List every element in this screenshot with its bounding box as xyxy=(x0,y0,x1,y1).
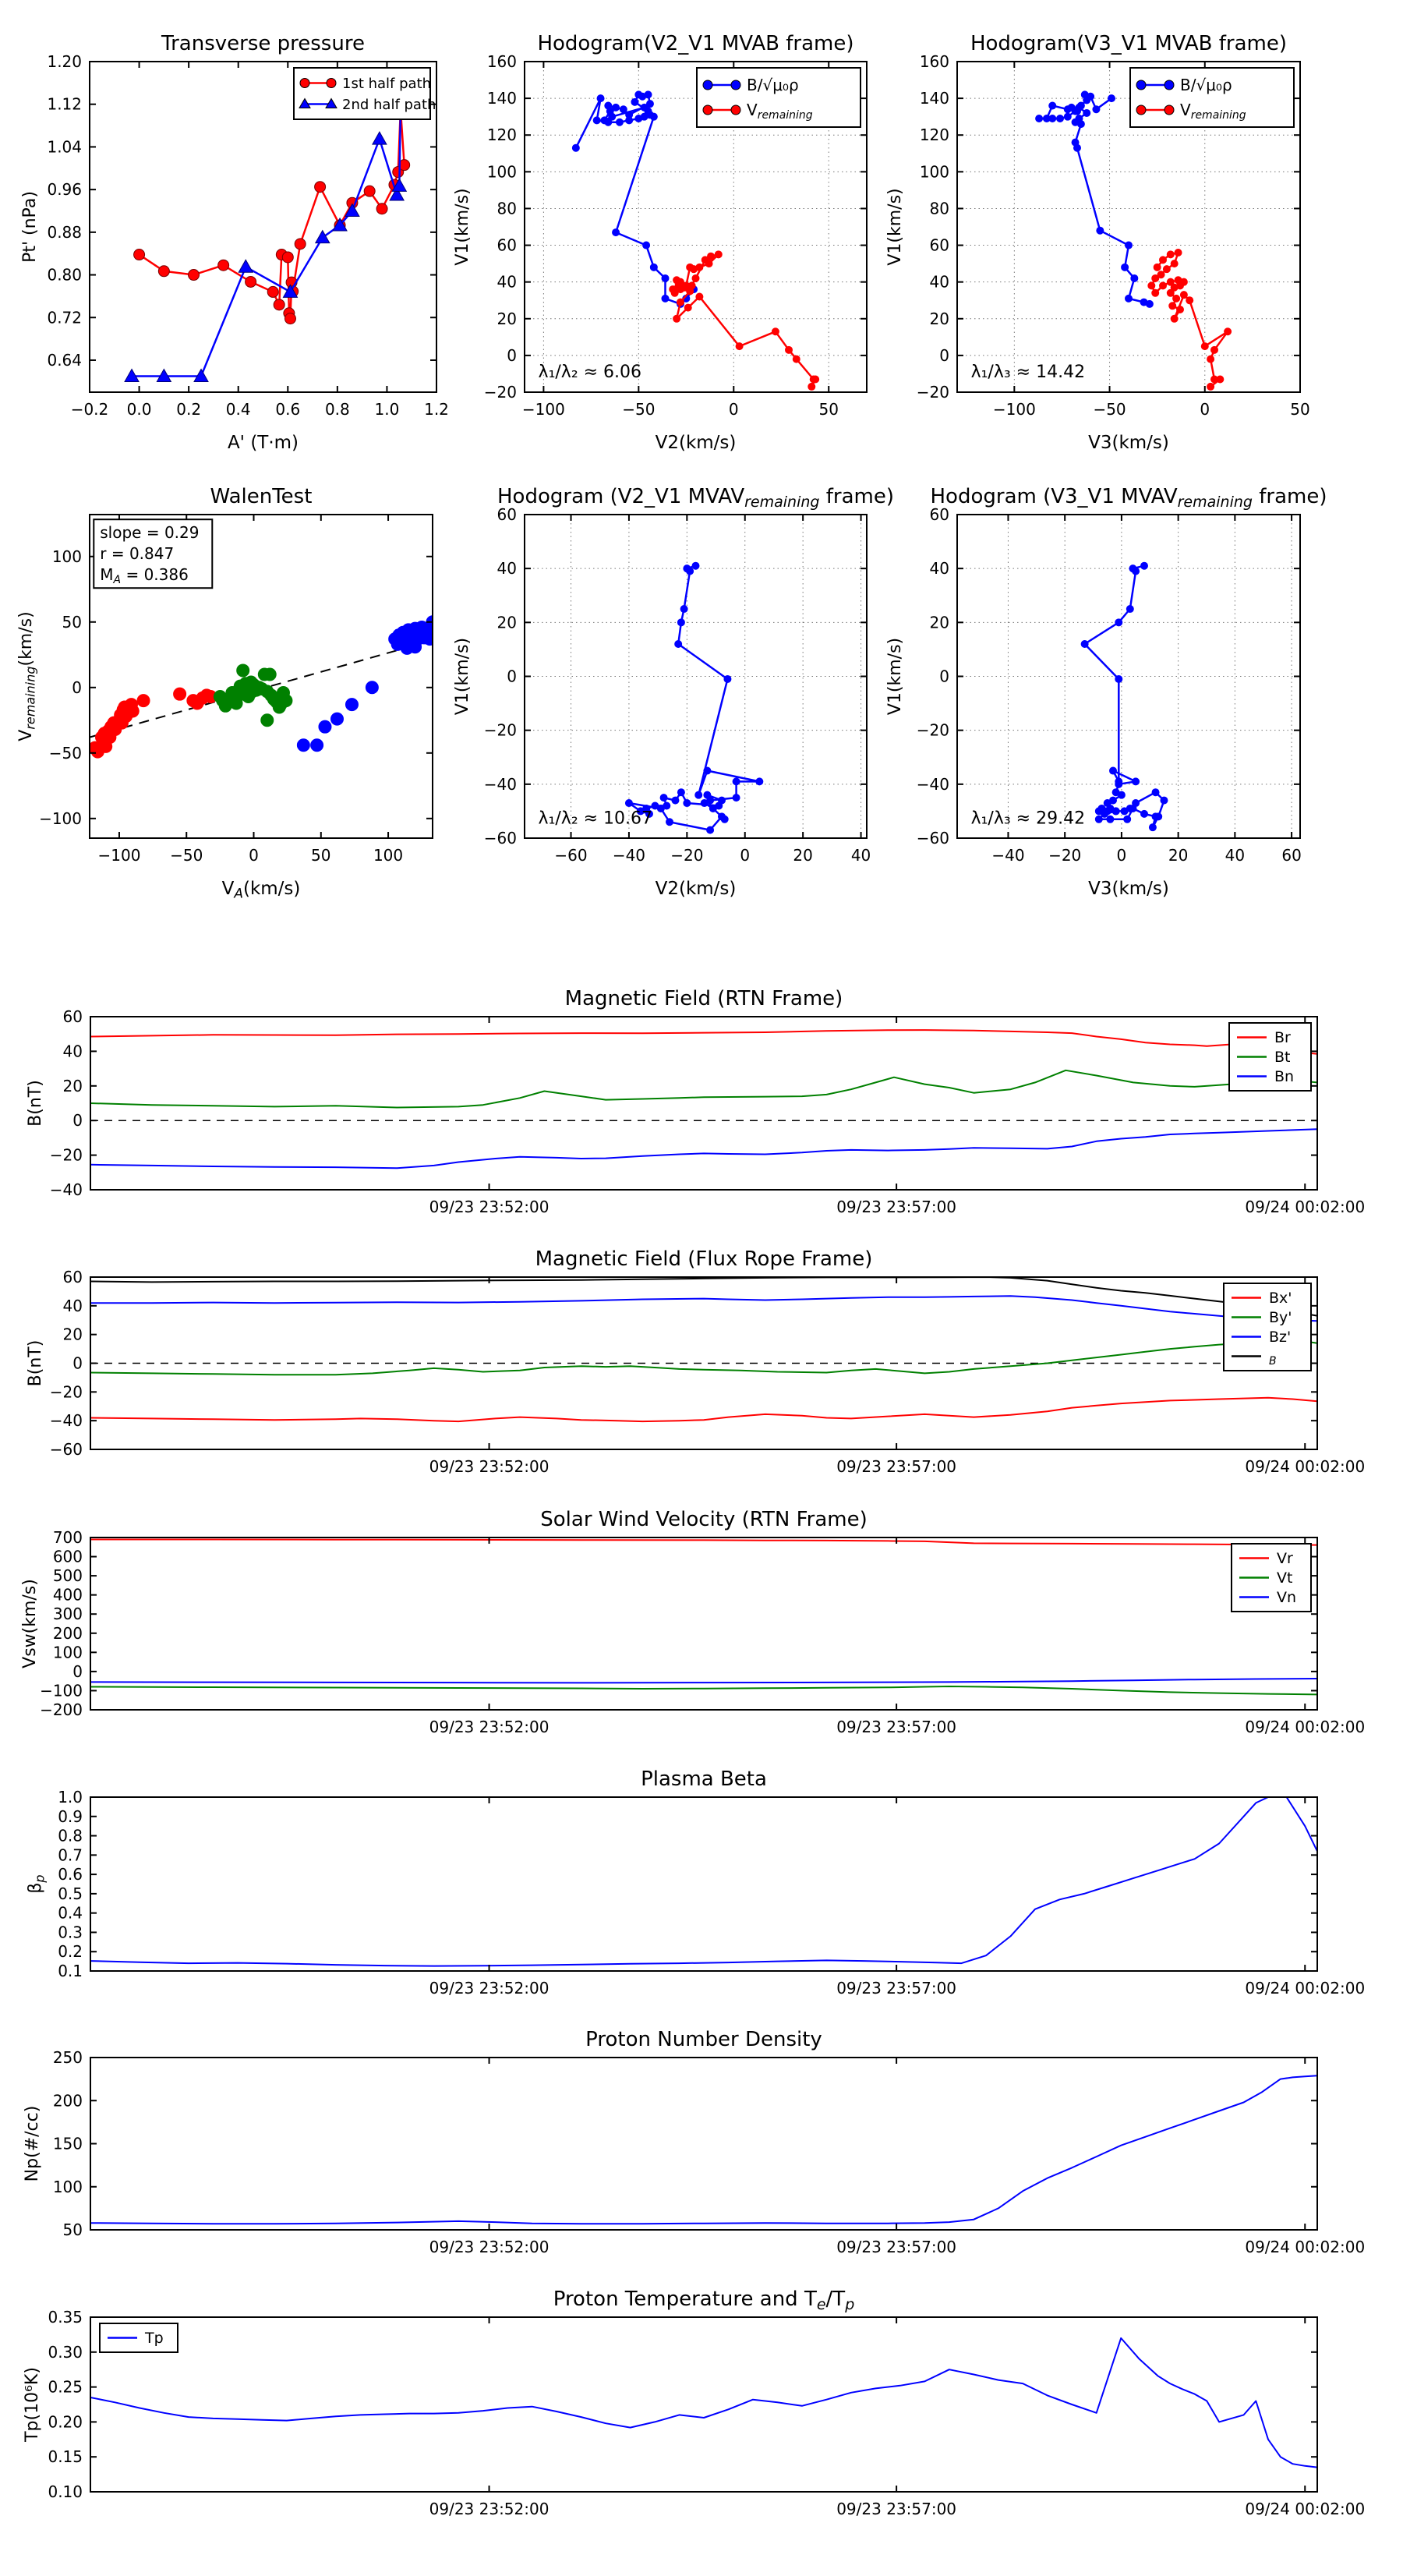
markers-V remaining path xyxy=(1081,562,1168,830)
svg-text:700: 700 xyxy=(52,1528,83,1547)
svg-text:100: 100 xyxy=(52,2177,83,2196)
svg-text:−100: −100 xyxy=(40,1681,83,1700)
series-Vt xyxy=(90,1686,1317,1694)
legend xyxy=(1229,1023,1311,1091)
svg-text:80: 80 xyxy=(929,199,949,218)
chart-plasma-beta xyxy=(26,1767,1365,1997)
svg-text:09/23 23:57:00: 09/23 23:57:00 xyxy=(836,1457,957,1476)
series-Bx' xyxy=(90,1398,1317,1421)
svg-text:1.2: 1.2 xyxy=(424,400,449,419)
svg-text:20: 20 xyxy=(62,1325,83,1344)
axes-frame xyxy=(90,1537,1317,1710)
svg-text:0: 0 xyxy=(507,345,517,365)
svg-text:0.8: 0.8 xyxy=(58,1826,83,1845)
svg-text:B(nT): B(nT) xyxy=(26,1339,45,1387)
svg-text:−200: −200 xyxy=(40,1700,83,1719)
markers-B/√μ₀ρ xyxy=(572,91,697,308)
svg-text:0.35: 0.35 xyxy=(48,2308,83,2327)
svg-text:0: 0 xyxy=(249,846,259,865)
svg-text:0.72: 0.72 xyxy=(47,308,82,327)
svg-text:V3(km/s): V3(km/s) xyxy=(1088,879,1169,899)
svg-text:0: 0 xyxy=(1200,400,1210,419)
svg-text:−60: −60 xyxy=(916,829,949,847)
svg-text:60: 60 xyxy=(497,235,517,255)
svg-text:50: 50 xyxy=(62,612,82,632)
chart-hodogram-v3v1-mvab xyxy=(885,32,1310,453)
svg-text:20: 20 xyxy=(929,309,949,328)
svg-text:0.25: 0.25 xyxy=(48,2377,83,2397)
svg-text:Vremaining: $V_{remaining}$ xyxy=(1180,101,1246,122)
svg-text:Hodogram (V2_V1 MVAVremaining: Hodogram (V2_V1 $MVAV_{remaining}$ frame) xyxy=(497,485,894,511)
svg-text:Vsw(km/s): Vsw(km/s) xyxy=(20,1579,40,1668)
svg-text:−20: −20 xyxy=(1048,846,1082,865)
svg-text:20: 20 xyxy=(497,613,517,632)
svg-text:−50: −50 xyxy=(622,400,656,419)
legend xyxy=(1224,1283,1311,1371)
svg-text:−20: −20 xyxy=(916,383,949,402)
svg-text:09/23 23:52:00: 09/23 23:52:00 xyxy=(429,1718,550,1736)
svg-text:09/24 00:02:00: 09/24 00:02:00 xyxy=(1245,1457,1366,1476)
svg-text:−60: −60 xyxy=(554,846,588,865)
svg-text:βp: $\beta_p$ xyxy=(26,1874,48,1894)
svg-text:09/24 00:02:00: 09/24 00:02:00 xyxy=(1245,1979,1366,1997)
svg-text:−50: −50 xyxy=(170,846,203,865)
series-|B| xyxy=(90,1277,1317,1316)
svg-text:300: 300 xyxy=(52,1605,83,1624)
svg-text:250: 250 xyxy=(52,2048,83,2067)
svg-text:09/24 00:02:00: 09/24 00:02:00 xyxy=(1245,2500,1366,2518)
svg-text:A' (T·m): A' (T·m) xyxy=(227,433,299,453)
svg-text:120: 120 xyxy=(486,126,517,145)
svg-text:−100: −100 xyxy=(97,846,141,865)
annotation xyxy=(971,363,1086,382)
svg-text:Hodogram(V2_V1 MVAB frame): Hodogram(V2_V1 MVAB frame) xyxy=(537,32,854,55)
svg-text:60: 60 xyxy=(1281,846,1302,865)
svg-text:−100: −100 xyxy=(521,400,565,419)
svg-text:120: 120 xyxy=(919,126,949,145)
svg-text:09/23 23:57:00: 09/23 23:57:00 xyxy=(836,2238,957,2256)
svg-text:Transverse pressure: Transverse pressure xyxy=(161,32,365,55)
svg-text:0.0: 0.0 xyxy=(126,400,152,419)
svg-text:0.7: 0.7 xyxy=(58,1845,83,1865)
svg-text:09/23 23:57:00: 09/23 23:57:00 xyxy=(836,2500,957,2518)
svg-text:140: 140 xyxy=(486,89,517,108)
svg-text:09/23 23:52:00: 09/23 23:52:00 xyxy=(429,1979,550,1997)
svg-text:0.4: 0.4 xyxy=(58,1903,83,1923)
svg-text:−40: −40 xyxy=(49,1411,83,1431)
svg-text:Magnetic Field (RTN Frame): Magnetic Field (RTN Frame) xyxy=(564,987,843,1010)
svg-text:40: 40 xyxy=(497,272,517,292)
svg-text:100: 100 xyxy=(919,162,949,182)
series-V remaining xyxy=(673,254,815,387)
legend xyxy=(1130,68,1294,127)
svg-text:B/√μ₀ρ: B/√μ₀ρ xyxy=(747,76,799,94)
svg-text:50: 50 xyxy=(311,846,331,865)
svg-text:−60: −60 xyxy=(483,829,517,847)
svg-text:0: 0 xyxy=(939,345,949,365)
series-Bn xyxy=(90,1129,1317,1168)
markers-middle xyxy=(214,664,292,727)
svg-text:λ₁/λ₃ ≈ 29.42: λ₁/λ₃ ≈ 29.42 xyxy=(970,809,1086,829)
svg-text:200: 200 xyxy=(52,2091,83,2111)
svg-text:160: 160 xyxy=(919,52,949,71)
svg-text:Bx': Bx' xyxy=(1269,1290,1292,1307)
chart-proton-number-density xyxy=(23,2028,1365,2256)
axes-frame xyxy=(90,2058,1317,2230)
annotation xyxy=(539,363,642,382)
svg-text:0.4: 0.4 xyxy=(225,400,251,419)
svg-text:40: 40 xyxy=(929,272,949,292)
markers-1st half path xyxy=(134,104,410,324)
svg-text:Solar Wind Velocity (RTN Frame: Solar Wind Velocity (RTN Frame) xyxy=(540,1508,868,1531)
markers-V remaining path xyxy=(625,562,762,833)
svg-text:0.64: 0.64 xyxy=(47,350,82,370)
svg-text:Bn: Bn xyxy=(1274,1068,1295,1086)
markers-V remaining xyxy=(1148,249,1232,390)
svg-text:Magnetic Field (Flux Rope Fram: Magnetic Field (Flux Rope Frame) xyxy=(535,1247,873,1271)
axes-frame xyxy=(90,2317,1317,2492)
svg-text:0: 0 xyxy=(72,678,82,697)
series-beta-p xyxy=(90,1797,1317,1966)
svg-text:1.0: 1.0 xyxy=(374,400,400,419)
series-Bz' xyxy=(90,1296,1317,1321)
svg-text:09/23 23:52:00: 09/23 23:52:00 xyxy=(429,1198,550,1216)
series-Br xyxy=(90,1030,1317,1054)
chart-walen-test xyxy=(16,485,439,902)
legend xyxy=(697,68,861,127)
svg-text:−40: −40 xyxy=(612,846,646,865)
svg-text:0.20: 0.20 xyxy=(48,2412,83,2432)
svg-text:λ₁/λ₂ ≈ 10.67: λ₁/λ₂ ≈ 10.67 xyxy=(538,809,653,829)
series-By' xyxy=(90,1339,1317,1375)
svg-text:V1(km/s): V1(km/s) xyxy=(453,637,472,716)
svg-text:Proton Number Density: Proton Number Density xyxy=(585,2028,822,2051)
svg-text:200: 200 xyxy=(52,1623,83,1643)
svg-text:40: 40 xyxy=(62,1296,83,1315)
markers-1st-half xyxy=(89,688,217,758)
svg-text:60: 60 xyxy=(62,1007,83,1026)
svg-text:0.6: 0.6 xyxy=(275,400,301,419)
svg-text:500: 500 xyxy=(52,1566,83,1586)
svg-text:20: 20 xyxy=(62,1076,83,1095)
svg-text:1.0: 1.0 xyxy=(58,1788,83,1806)
svg-text:20: 20 xyxy=(497,309,517,328)
svg-text:V2(km/s): V2(km/s) xyxy=(655,433,737,453)
svg-text:λ₁/λ₃ ≈ 14.42: λ₁/λ₃ ≈ 14.42 xyxy=(970,362,1086,382)
chart-hodogram-v2v1-mvav xyxy=(453,485,894,899)
svg-text:Vremaining(km/s): $V_{remaining}(km/s)$ xyxy=(16,611,38,741)
svg-text:V3(km/s): V3(km/s) xyxy=(1088,433,1169,453)
svg-text:V1(km/s): V1(km/s) xyxy=(885,637,905,716)
svg-text:160: 160 xyxy=(486,52,517,71)
svg-text:0: 0 xyxy=(72,1661,83,1681)
axes-frame xyxy=(90,1017,1317,1190)
svg-text:Vr: Vr xyxy=(1277,1550,1293,1568)
svg-text:−40: −40 xyxy=(991,846,1025,865)
svg-text:20: 20 xyxy=(793,846,813,865)
annotation xyxy=(94,519,212,588)
svg-text:0: 0 xyxy=(1116,846,1127,865)
svg-text:0: 0 xyxy=(740,846,751,865)
svg-text:Vt: Vt xyxy=(1277,1569,1293,1587)
series-Np xyxy=(90,2075,1317,2224)
svg-text:B: B xyxy=(1269,1354,1277,1368)
svg-text:Np(#/cc): Np(#/cc) xyxy=(23,2105,42,2182)
svg-text:0: 0 xyxy=(72,1353,83,1373)
svg-text:0.9: 0.9 xyxy=(58,1806,83,1826)
svg-text:1.12: 1.12 xyxy=(47,94,82,114)
svg-text:1st half path: 1st half path xyxy=(342,75,432,92)
svg-text:60: 60 xyxy=(497,505,517,524)
svg-text:100: 100 xyxy=(373,846,404,865)
svg-text:Tp: Tp xyxy=(145,2330,164,2348)
svg-text:60: 60 xyxy=(929,235,949,255)
svg-text:−20: −20 xyxy=(49,1145,83,1165)
svg-text:50: 50 xyxy=(62,2220,83,2239)
legend xyxy=(294,68,436,119)
svg-text:−100: −100 xyxy=(39,809,82,828)
svg-text:60: 60 xyxy=(62,1268,83,1286)
svg-text:0.2: 0.2 xyxy=(176,400,202,419)
svg-text:Hodogram(V3_V1 MVAB frame): Hodogram(V3_V1 MVAB frame) xyxy=(970,32,1288,55)
svg-text:0.15: 0.15 xyxy=(48,2447,83,2467)
svg-text:V2(km/s): V2(km/s) xyxy=(655,879,737,899)
svg-text:09/23 23:52:00: 09/23 23:52:00 xyxy=(429,2238,550,2256)
svg-text:09/23 23:57:00: 09/23 23:57:00 xyxy=(836,1979,957,1997)
chart-transverse-pressure xyxy=(20,32,449,453)
svg-text:−20: −20 xyxy=(916,720,949,740)
svg-text:−20: −20 xyxy=(49,1382,83,1402)
series-V remaining path xyxy=(629,566,759,830)
svg-text:0: 0 xyxy=(728,400,739,419)
svg-text:0.96: 0.96 xyxy=(47,180,82,200)
svg-text:140: 140 xyxy=(919,89,949,108)
svg-text:100: 100 xyxy=(486,162,517,182)
svg-text:0.80: 0.80 xyxy=(47,265,82,285)
svg-text:1.04: 1.04 xyxy=(47,137,82,157)
svg-text:09/24 00:02:00: 09/24 00:02:00 xyxy=(1245,2238,1366,2256)
svg-text:V1(km/s): V1(km/s) xyxy=(885,188,905,266)
svg-text:Br: Br xyxy=(1274,1029,1291,1047)
svg-text:40: 40 xyxy=(929,559,949,579)
svg-text:0.30: 0.30 xyxy=(48,2342,83,2362)
annotation xyxy=(539,809,653,828)
svg-text:Pt' (nPa): Pt' (nPa) xyxy=(20,191,40,263)
svg-text:−20: −20 xyxy=(483,383,517,402)
svg-text:−40: −40 xyxy=(916,774,949,794)
svg-text:Plasma Beta: Plasma Beta xyxy=(641,1767,767,1791)
chart-hodogram-v2v1-mvab xyxy=(453,32,867,453)
annotation xyxy=(971,809,1086,828)
svg-text:09/23 23:57:00: 09/23 23:57:00 xyxy=(836,1718,957,1736)
series-Bt xyxy=(90,1070,1317,1108)
series-B/√μ₀ρ xyxy=(576,94,694,304)
svg-text:B(nT): B(nT) xyxy=(26,1080,45,1127)
svg-text:1.20: 1.20 xyxy=(47,52,82,71)
chart-proton-temperature xyxy=(23,2288,1365,2518)
svg-text:V1(km/s): V1(km/s) xyxy=(453,188,472,266)
svg-text:60: 60 xyxy=(929,505,949,524)
series-Vr xyxy=(90,1540,1317,1545)
svg-text:20: 20 xyxy=(929,613,949,632)
svg-text:By': By' xyxy=(1269,1309,1292,1327)
markers-2nd-half xyxy=(297,616,439,752)
svg-text:150: 150 xyxy=(52,2134,83,2153)
svg-text:−40: −40 xyxy=(483,774,517,794)
svg-text:400: 400 xyxy=(52,1585,83,1605)
svg-text:50: 50 xyxy=(1290,400,1310,419)
svg-text:−50: −50 xyxy=(1093,400,1126,419)
svg-text:0: 0 xyxy=(72,1111,83,1131)
svg-text:Hodogram (V3_V1 MVAVremaining: Hodogram (V3_V1 $MVAV_{remaining}$ frame) xyxy=(930,485,1327,511)
markers-2nd half path xyxy=(125,104,408,382)
chart-solar-wind-velocity xyxy=(20,1508,1365,1736)
svg-text:slope = 0.29: slope = 0.29 xyxy=(100,523,200,543)
svg-text:−40: −40 xyxy=(49,1180,83,1199)
series-Tp xyxy=(90,2338,1317,2468)
chart-hodogram-v3v1-mvav xyxy=(885,485,1327,899)
svg-text:40: 40 xyxy=(1225,846,1246,865)
svg-text:−20: −20 xyxy=(483,720,517,740)
chart-mag-field-fluxrope xyxy=(26,1247,1365,1476)
svg-text:09/24 00:02:00: 09/24 00:02:00 xyxy=(1245,1718,1366,1736)
svg-text:−60: −60 xyxy=(49,1440,83,1459)
series-Vn xyxy=(90,1679,1317,1683)
axes-frame xyxy=(90,1797,1317,1971)
series-V remaining path xyxy=(1085,566,1164,827)
svg-text:40: 40 xyxy=(497,559,517,579)
svg-text:λ₁/λ₂ ≈ 6.06: λ₁/λ₂ ≈ 6.06 xyxy=(538,362,642,382)
legend xyxy=(1232,1544,1311,1612)
svg-text:20: 20 xyxy=(1168,846,1189,865)
svg-text:Vremaining: $V_{remaining}$ xyxy=(747,101,813,122)
svg-text:Tp(10⁶K): Tp(10⁶K) xyxy=(23,2367,42,2442)
svg-text:09/23 23:57:00: 09/23 23:57:00 xyxy=(836,1198,957,1216)
svg-text:40: 40 xyxy=(62,1042,83,1061)
svg-text:40: 40 xyxy=(850,846,871,865)
svg-text:MA = 0.386: $M_A = 0.386$ xyxy=(100,565,189,587)
svg-text:09/23 23:52:00: 09/23 23:52:00 xyxy=(429,1457,550,1476)
svg-text:50: 50 xyxy=(818,400,839,419)
legend xyxy=(100,2323,178,2352)
svg-text:Bt: Bt xyxy=(1274,1049,1291,1067)
svg-text:B/√μ₀ρ: B/√μ₀ρ xyxy=(1180,76,1232,94)
svg-text:Vn: Vn xyxy=(1277,1589,1297,1607)
svg-text:100: 100 xyxy=(52,1643,83,1662)
svg-text:0: 0 xyxy=(507,667,517,686)
svg-text:0.3: 0.3 xyxy=(58,1923,83,1942)
svg-text:09/24 00:02:00: 09/24 00:02:00 xyxy=(1245,1198,1366,1216)
svg-text:0.2: 0.2 xyxy=(58,1942,83,1962)
svg-text:0.88: 0.88 xyxy=(47,222,82,242)
svg-text:0.1: 0.1 xyxy=(58,1962,83,1980)
svg-text:09/23 23:52:00: 09/23 23:52:00 xyxy=(429,2500,550,2518)
svg-text:80: 80 xyxy=(497,199,517,218)
svg-text:0: 0 xyxy=(939,667,949,686)
svg-text:−50: −50 xyxy=(48,743,82,763)
svg-text:0.5: 0.5 xyxy=(58,1884,83,1903)
markers-V remaining xyxy=(670,251,819,391)
svg-text:r = 0.847: r = 0.847 xyxy=(100,544,175,564)
series-2nd half path xyxy=(132,111,401,377)
svg-text:100: 100 xyxy=(51,547,82,566)
svg-text:600: 600 xyxy=(52,1547,83,1566)
svg-text:−0.2: −0.2 xyxy=(70,400,109,419)
svg-text:Proton Temperature and Te/Tp: Proton Temperature and $T_e/T_p$ xyxy=(553,2288,855,2314)
svg-text:−20: −20 xyxy=(670,846,704,865)
svg-text:−100: −100 xyxy=(992,400,1036,419)
svg-text:0.6: 0.6 xyxy=(58,1865,83,1884)
svg-text:Bz': Bz' xyxy=(1269,1329,1292,1346)
svg-text:0.10: 0.10 xyxy=(48,2482,83,2501)
svg-text:0.8: 0.8 xyxy=(324,400,350,419)
chart-mag-field-rtn xyxy=(26,987,1365,1216)
svg-text:VA(km/s): $V_A(km/s)$ xyxy=(221,879,301,902)
svg-text:WalenTest: WalenTest xyxy=(210,485,313,508)
svg-text:2nd half path: 2nd half path xyxy=(342,96,436,113)
